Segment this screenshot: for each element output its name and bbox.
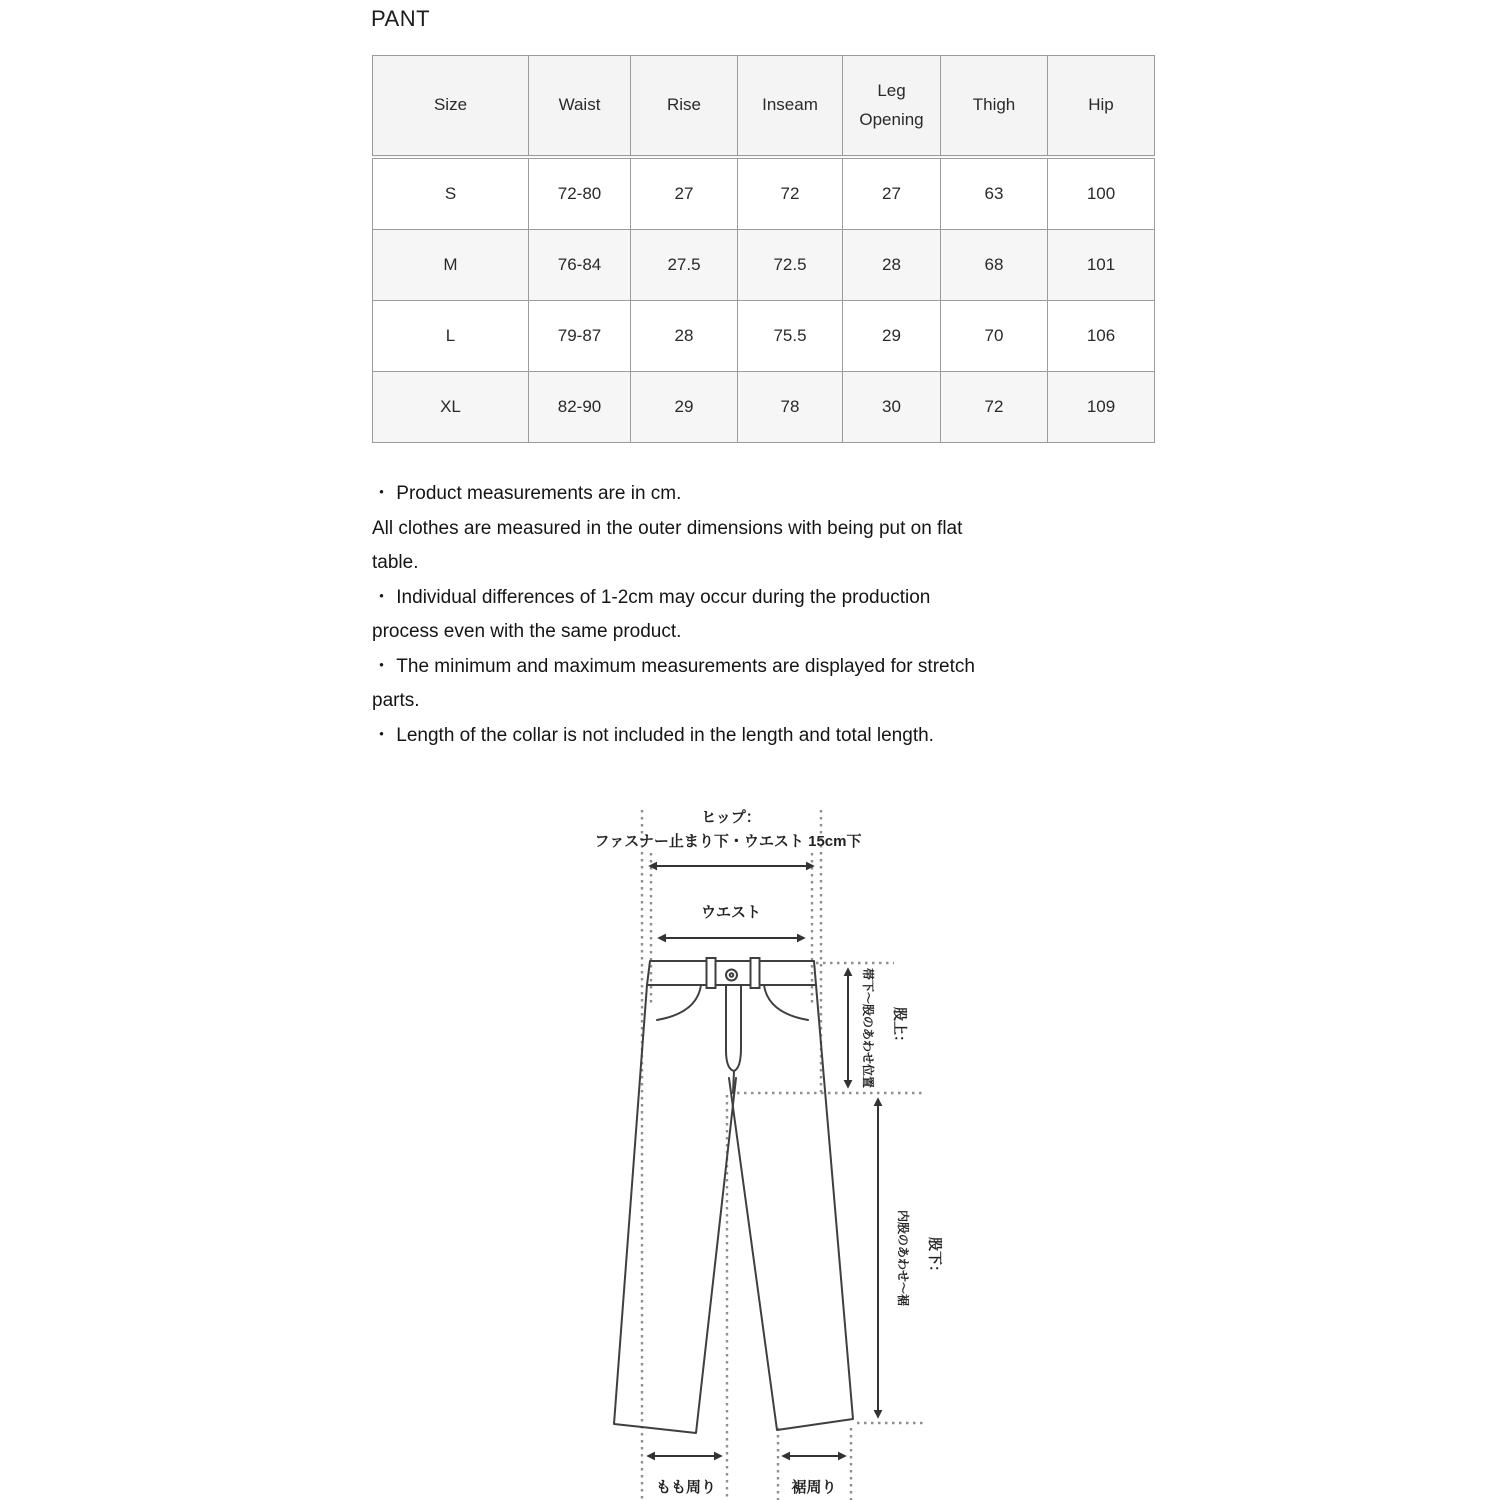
button bbox=[726, 970, 737, 981]
note-line: table. bbox=[372, 552, 419, 573]
column-header-size: Size bbox=[373, 56, 529, 158]
left-pocket-curve bbox=[657, 985, 701, 1020]
cell-size: L bbox=[373, 301, 529, 372]
cell-thigh: 68 bbox=[941, 230, 1048, 301]
inseam-label-title: 股下： bbox=[927, 1237, 943, 1279]
column-header-leg-opening: Leg Opening bbox=[843, 56, 941, 158]
hem-label: 裾周り bbox=[791, 1479, 837, 1496]
table-row-l bbox=[373, 301, 1155, 372]
cell-rise: 27.5 bbox=[631, 230, 738, 301]
cell-inseam: 75.5 bbox=[738, 301, 843, 372]
cell-rise: 29 bbox=[631, 372, 738, 443]
cell-rise: 27 bbox=[631, 157, 738, 230]
belt-loop-right bbox=[751, 958, 760, 988]
fly-to-crotch-seam bbox=[733, 1071, 734, 1093]
right-leg-outline bbox=[729, 985, 853, 1430]
rise-label-desc: 帯下～股のあわせ位置 bbox=[861, 967, 875, 1089]
cell-thigh: 70 bbox=[941, 301, 1048, 372]
hip-label-line1: ヒップ： bbox=[701, 809, 761, 826]
cell-hip: 106 bbox=[1048, 301, 1155, 372]
cell-size: S bbox=[373, 157, 529, 230]
column-header-inseam: Inseam bbox=[738, 56, 843, 158]
column-header-thigh: Thigh bbox=[941, 56, 1048, 158]
note-line: ・ Individual differences of 1-2cm may occur during the production bbox=[372, 586, 931, 608]
cell-hip: 109 bbox=[1048, 372, 1155, 443]
fly-seam bbox=[726, 985, 741, 1071]
cell-leg-opening: 27 bbox=[843, 157, 941, 230]
cell-leg-opening: 30 bbox=[843, 372, 941, 443]
cell-waist: 76-84 bbox=[529, 230, 631, 301]
column-header-hip: Hip bbox=[1048, 56, 1155, 158]
size-table bbox=[372, 55, 1155, 443]
cell-thigh: 63 bbox=[941, 157, 1048, 230]
thigh-label: もも周り bbox=[655, 1479, 717, 1496]
table-header-row bbox=[373, 56, 1155, 158]
column-header-rise: Rise bbox=[631, 56, 738, 158]
waist-label: ウエスト bbox=[700, 904, 762, 921]
right-pocket-curve bbox=[764, 985, 808, 1020]
inseam-label bbox=[896, 1210, 943, 1306]
note-line: process even with the same product. bbox=[372, 621, 682, 642]
cell-waist: 79-87 bbox=[529, 301, 631, 372]
cell-rise: 28 bbox=[631, 301, 738, 372]
column-header-waist: Waist bbox=[529, 56, 631, 158]
measurement-notes bbox=[372, 477, 975, 753]
cell-leg-opening: 28 bbox=[843, 230, 941, 301]
cell-inseam: 72.5 bbox=[738, 230, 843, 301]
cell-inseam: 78 bbox=[738, 372, 843, 443]
cell-hip: 101 bbox=[1048, 230, 1155, 301]
table-row-s bbox=[373, 157, 1155, 230]
page-title: PANT bbox=[371, 6, 431, 31]
left-leg-outline bbox=[614, 985, 736, 1433]
cell-leg-opening: 29 bbox=[843, 301, 941, 372]
note-line: All clothes are measured in the outer dimensions with being put on flat bbox=[372, 517, 963, 539]
cell-hip: 100 bbox=[1048, 157, 1155, 230]
rise-label-title: 股上： bbox=[892, 1007, 908, 1049]
note-line: ・ Product measurements are in cm. bbox=[372, 483, 682, 504]
cell-size: XL bbox=[373, 372, 529, 443]
cell-inseam: 72 bbox=[738, 157, 843, 230]
note-line: parts. bbox=[372, 690, 420, 711]
cell-thigh: 72 bbox=[941, 372, 1048, 443]
cell-waist: 72-80 bbox=[529, 157, 631, 230]
belt-loop-left bbox=[707, 958, 716, 988]
table-row-xl bbox=[373, 372, 1155, 443]
cell-waist: 82-90 bbox=[529, 372, 631, 443]
inseam-label-desc: 内股のあわせ～裾 bbox=[896, 1209, 910, 1307]
note-line: ・ Length of the collar is not included in the length and total length. bbox=[372, 724, 934, 746]
pants-measurement-diagram bbox=[560, 795, 980, 1500]
rise-label bbox=[861, 967, 908, 1088]
note-line: ・ The minimum and maximum measurements are displayed for stretch bbox=[372, 655, 975, 677]
cell-size: M bbox=[373, 230, 529, 301]
hip-label-line2: ファスナー止まり下・ウエスト 15cm下 bbox=[594, 833, 862, 850]
table-row-m bbox=[373, 230, 1155, 301]
